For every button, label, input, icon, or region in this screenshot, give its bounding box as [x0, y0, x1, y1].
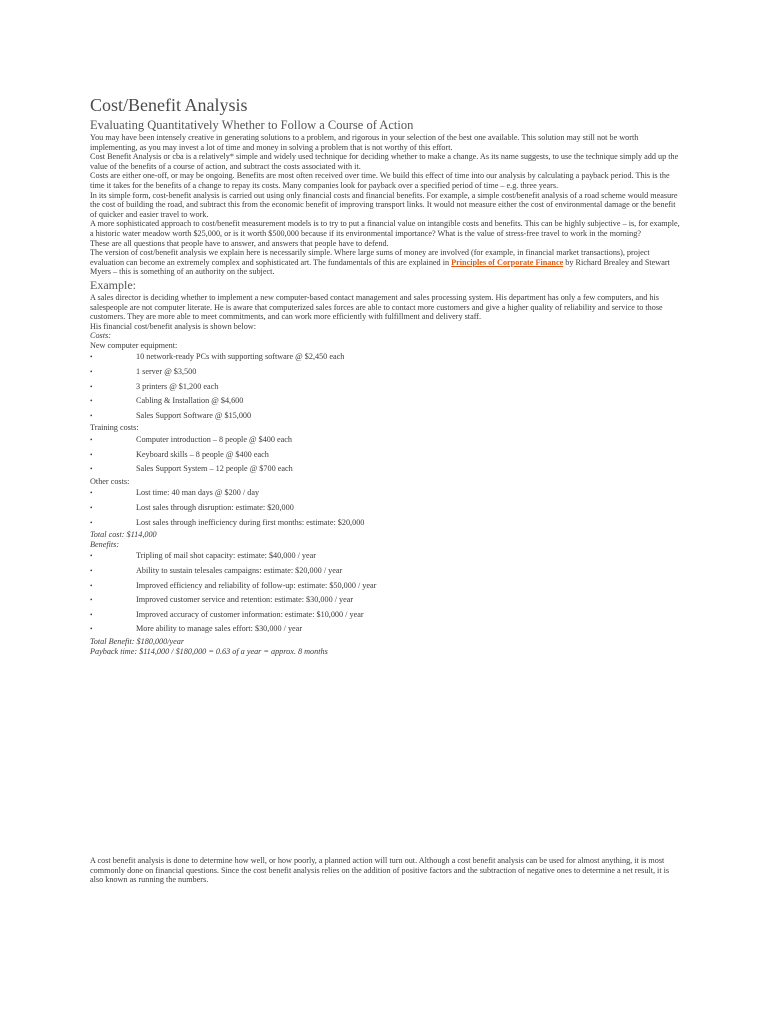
list-item: • Lost time: 40 man days @ $200 / day: [90, 486, 680, 501]
other-costs-label: Other costs:: [90, 476, 130, 486]
bullet-icon: •: [90, 382, 93, 391]
bullet-icon: •: [90, 596, 93, 605]
bullet-icon: •: [90, 610, 93, 619]
intro-paragraph: Costs are either one-off, or may be ongoing. Benefits are most often received over time. We build this effect of time into our analysis by calculating a payback period. This is the time it takes for the benefits of a change to repay its costs. Many companies look for payback over a specified period of time – e.g. three years.: [90, 171, 670, 190]
bullet-icon: •: [90, 504, 93, 512]
page-title: Cost/Benefit Analysis: [90, 95, 248, 115]
other-costs-list: [90, 486, 680, 530]
list-item: • Sales Support System – 12 people @ $700 each: [90, 462, 680, 477]
version-paragraph: [90, 248, 680, 277]
benefits-label: Benefits:: [90, 539, 120, 549]
list-item: • Improved efficiency and reliability of follow-up: estimate: $50,000 / year: [90, 579, 680, 594]
list-item: • Sales Support Software @ $15,000: [90, 409, 680, 424]
bullet-icon: •: [90, 581, 93, 590]
training-list: [90, 433, 680, 477]
list-item: • Lost sales through disruption: estimate: $20,000: [90, 501, 680, 516]
new-equipment-list: [90, 350, 680, 423]
version-text-after: by Richard Brealey and Stewart Myers – this is something of an authority on the subject.: [90, 257, 670, 277]
benefits-list: [90, 549, 680, 637]
intro-paragraph: Cost Benefit Analysis or cba is a relatively* simple and widely used technique for deciding whether to make a change. As its name suggests, to use the technique simply add up the value of the benefits of a course of action, and subtract the costs associated with it.: [90, 152, 679, 171]
bullet-icon: •: [90, 397, 93, 406]
corporate-finance-link[interactable]: Principles of Corporate Finance: [451, 257, 564, 267]
new-equipment-label: New computer equipment:: [90, 340, 178, 350]
list-item: • Lost sales through inefficiency during first months: estimate: $20,000: [90, 516, 680, 531]
example-paragraph: His financial cost/benefit analysis is shown below:: [90, 321, 256, 331]
list-item: • Tripling of mail shot capacity: estimate: $40,000 / year: [90, 549, 680, 564]
list-item: • Improved accuracy of customer information: estimate: $10,000 / year: [90, 608, 680, 623]
footer-paragraph: A cost benefit analysis is done to determine how well, or how poorly, a planned action will turn out. Although a cost benefit analysis can be used for almost anything, it is most commonly done on financial questions. Since the cost benefit analysis relies on the addition of positive factors and the subtraction of negative ones to determine a net result, it is also known as running the numbers.: [90, 856, 670, 885]
list-item: • Keyboard skills – 8 people @ $400 each: [90, 448, 680, 463]
list-item: • Cabling & Installation @ $4,600: [90, 394, 680, 409]
list-item: • Improved customer service and retention: estimate: $30,000 / year: [90, 593, 680, 608]
bullet-icon: •: [90, 518, 93, 527]
list-item: • 1 server @ $3,500: [90, 365, 680, 380]
version-text-before: The version of cost/benefit analysis we explain here is necessarily simple. Where large sums of money are involved (for example, in financial market transactions), project evaluation can become an extremely complex and sophisticated art. The fundamentals of this are explained in: [90, 248, 650, 267]
example-heading: Example:: [90, 277, 136, 292]
bullet-icon: •: [90, 436, 93, 445]
costs-label: Costs:: [90, 331, 111, 341]
total-benefit: Total Benefit: $180,000/year: [90, 636, 185, 646]
bullet-icon: •: [90, 368, 93, 377]
intro-section: [90, 133, 680, 277]
footer-section: [90, 856, 680, 885]
bullet-icon: •: [90, 411, 93, 420]
intro-paragraph: A more sophisticated approach to cost/benefit measurement models is to try to put a financial value on intangible costs and benefits. This can be highly subjective – is, for example, a historic water meadow worth $25,000, or is it worth $500,000 because if its environmental importance? What is the value of stress-free travel to work in the morning?: [90, 219, 680, 238]
list-item: • 3 printers @ $1,200 each: [90, 380, 680, 395]
bullet-icon: •: [90, 489, 93, 498]
document-body: [90, 94, 680, 656]
bullet-icon: •: [90, 566, 93, 575]
total-cost: Total cost: $114,000: [90, 530, 157, 540]
bullet-icon: •: [90, 625, 93, 634]
bullet-icon: •: [90, 450, 93, 459]
page-subtitle: Evaluating Quantitatively Whether to Follow a Course of Action: [90, 118, 414, 132]
intro-paragraph: In its simple form, cost-benefit analysis is carried out using only financial costs and financial benefits. For example, a simple cost/benefit analysis of a road scheme would measure the cost of building the road, and subtract this from the economic benefit of improving transport links. It would not measure either the cost of environmental damage or the benefit of quicker and easier travel to work.: [90, 190, 678, 219]
training-label: Training costs:: [90, 423, 139, 433]
example-paragraph: A sales director is deciding whether to implement a new computer-based contact management and sales processing system. His department has only a few computers, and his salespeople are not computer literate. He is aware that computerized sales forces are able to contact more customers and give a higher quality of reliability and service to those customers. They are more able to meet commitments, and can work more efficiently with fulfillment and delivery staff.: [90, 292, 663, 322]
intro-paragraph: You may have been intensely creative in generating solutions to a problem, and rigorous in your selection of the best one available. This solution may still not be worth implementing, as you may invest a lot of time and money in solving a problem that is not worthy of this effort.: [90, 133, 639, 152]
bullet-icon: •: [90, 552, 93, 561]
list-item: • Ability to sustain telesales campaigns: estimate: $20,000 / year: [90, 564, 680, 579]
bullet-icon: •: [90, 465, 93, 474]
intro-paragraph: These are all questions that people have to answer, and answers that people have to defend.: [90, 238, 389, 248]
list-item: • More ability to manage sales effort: $30,000 / year: [90, 622, 680, 637]
payback-time: Payback time: $114,000 / $180,000 = 0.63 of a year = approx. 8 months: [90, 646, 328, 656]
bullet-icon: •: [90, 353, 93, 362]
list-item: • 10 network-ready PCs with supporting software @ $2,450 each: [90, 350, 680, 365]
list-item: • Computer introduction – 8 people @ $400 each: [90, 433, 680, 448]
